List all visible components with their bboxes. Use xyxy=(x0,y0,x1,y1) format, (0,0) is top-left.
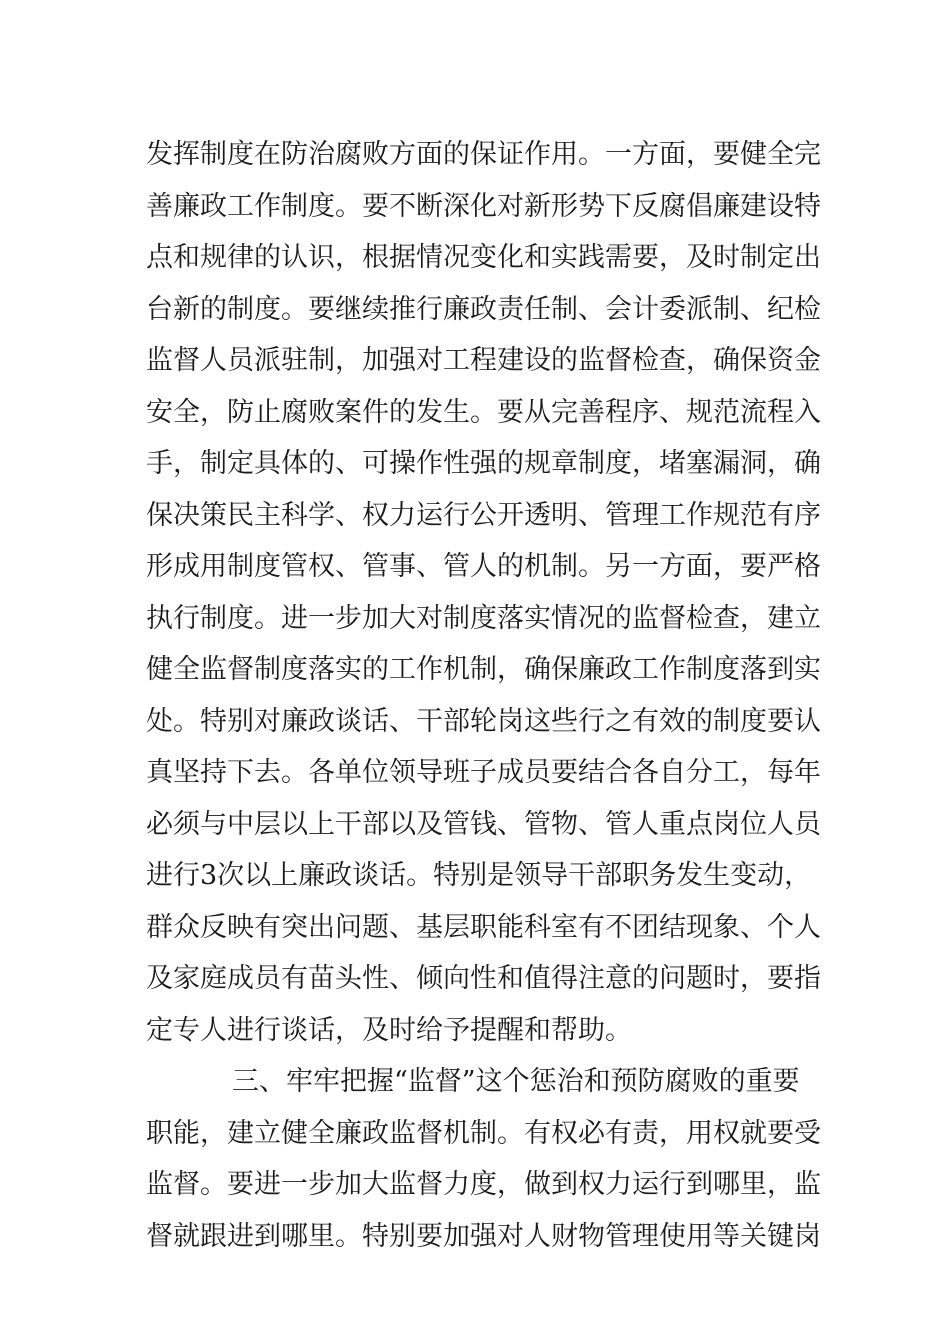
text-line: 形成用制度管权、管事、管人的机制。另一方面，要严格 xyxy=(146,551,821,582)
text-line: 执行制度。进一步加大对制度落实情况的监督检查，建立 xyxy=(146,602,821,634)
text-line: 善廉政工作制度。要不断深化对新形势下反腐倡廉建设特 xyxy=(146,190,821,222)
text-line: 监督人员派驻制，加强对工程建设的监督检查，确保资金 xyxy=(146,345,821,376)
text-line: 健全监督制度落实的工作机制，确保廉政工作制度落到实 xyxy=(146,654,821,685)
text-line: 点和规律的认识，根据情况变化和实践需要，及时制定出 xyxy=(146,242,821,273)
text-line: 发挥制度在防治腐败方面的保证作用。一方面，要健全完 xyxy=(146,139,821,170)
text-line: 职能，建立健全廉政监督机制。有权必有责，用权就要受 xyxy=(146,1117,821,1149)
text-line: 真坚持下去。各单位领导班子成员要结合各自分工，每年 xyxy=(146,757,821,788)
text-line: 进行3次以上廉政谈话。特别是领导干部职务发生变动， xyxy=(146,860,812,891)
text-line: 监督。要进一步加大监督力度，做到权力运行到哪里，监 xyxy=(146,1169,821,1200)
text-line: 安全，防止腐败案件的发生。要从完善程序、规范流程入 xyxy=(146,396,821,428)
section-heading-line: 三、牢牢把握“监督”这个惩治和预防腐败的重要 xyxy=(232,1066,800,1097)
text-line: 必须与中层以上干部以及管钱、管物、管人重点岗位人员 xyxy=(146,808,821,840)
text-line: 及家庭成员有苗头性、倾向性和值得注意的问题时，要指 xyxy=(146,963,821,994)
text-line: 督就跟进到哪里。特别要加强对人财物管理使用等关键岗 xyxy=(146,1220,821,1252)
text-line: 手，制定具体的、可操作性强的规章制度，堵塞漏洞，确 xyxy=(146,448,821,479)
text-line: 处。特别对廉政谈话、干部轮岗这些行之有效的制度要认 xyxy=(146,705,821,737)
text-line: 台新的制度。要继续推行廉政责任制、会计委派制、纪检 xyxy=(146,293,821,325)
text-line: 群众反映有突出问题、基层职能科室有不团结现象、个人 xyxy=(146,911,821,943)
text-line: 定专人进行谈话，及时给予提醒和帮助。 xyxy=(146,1014,632,1046)
body-text xyxy=(146,129,826,1262)
text-line: 保决策民主科学、权力运行公开透明、管理工作规范有序 xyxy=(146,499,821,531)
